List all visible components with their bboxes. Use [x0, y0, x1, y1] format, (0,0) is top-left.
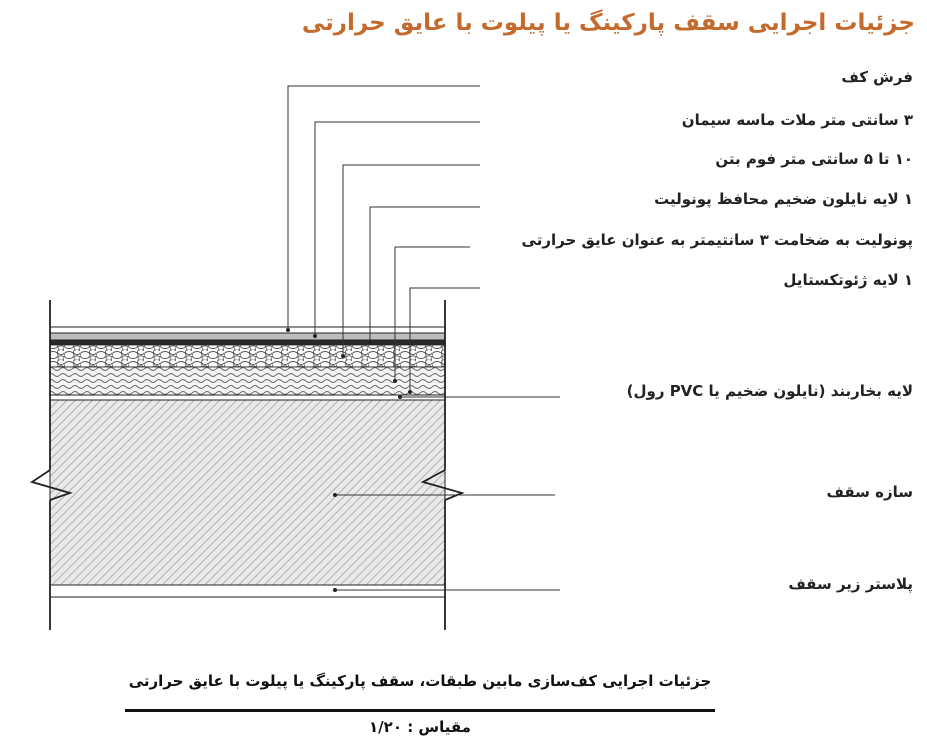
figure-caption: جزئیات اجرایی کف‌سازی مابین طبقات، سقف پارکینگ یا پیلوت با عایق حرارتی — [128, 672, 712, 690]
section-layers — [50, 327, 445, 597]
label-polyurethane: پونولیت به ضخامت ۳ سانتیمتر به عنوان عایق حرارتی — [521, 231, 913, 249]
leader-line — [315, 122, 480, 336]
floor-section-diagram — [0, 50, 927, 630]
vapor-barrier-layer — [50, 395, 445, 400]
label-protective-nylon: ۱ لایه نایلون ضخیم محافظ پونولیت — [654, 190, 913, 208]
membrane-layer — [50, 340, 445, 345]
label-slab-structure: سازه سقف — [826, 483, 913, 501]
label-foam-concrete: ۱۰ تا ۵ سانتی متر فوم بتن — [715, 150, 913, 168]
label-floor-finish: فرش کف — [841, 68, 913, 86]
page-title: جزئیات اجرایی سقف پارکینگ یا پیلوت با عایق حرارتی — [301, 10, 915, 36]
finish-floor-layer — [50, 327, 445, 333]
label-vapor-barrier: لایه بخاربند (نایلون ضخیم یا PVC رول) — [626, 382, 913, 400]
mortar-layer — [50, 333, 445, 340]
leader-line — [288, 86, 480, 330]
plaster-layer — [50, 585, 445, 597]
label-mortar: ۳ سانتی متر ملات ماسه سیمان — [681, 111, 913, 129]
slab-layer — [50, 400, 445, 585]
label-geotextile: ۱ لایه ژئوتکستایل — [783, 271, 913, 289]
foam-concrete-layer — [50, 345, 445, 367]
label-ceiling-plaster: پلاستر زیر سقف — [788, 575, 913, 593]
leader-line — [370, 207, 480, 342]
scale-label: مقیاس : ۱/۲۰ — [369, 718, 471, 736]
caption-divider — [125, 709, 715, 712]
polyurethane-layer — [50, 367, 445, 395]
